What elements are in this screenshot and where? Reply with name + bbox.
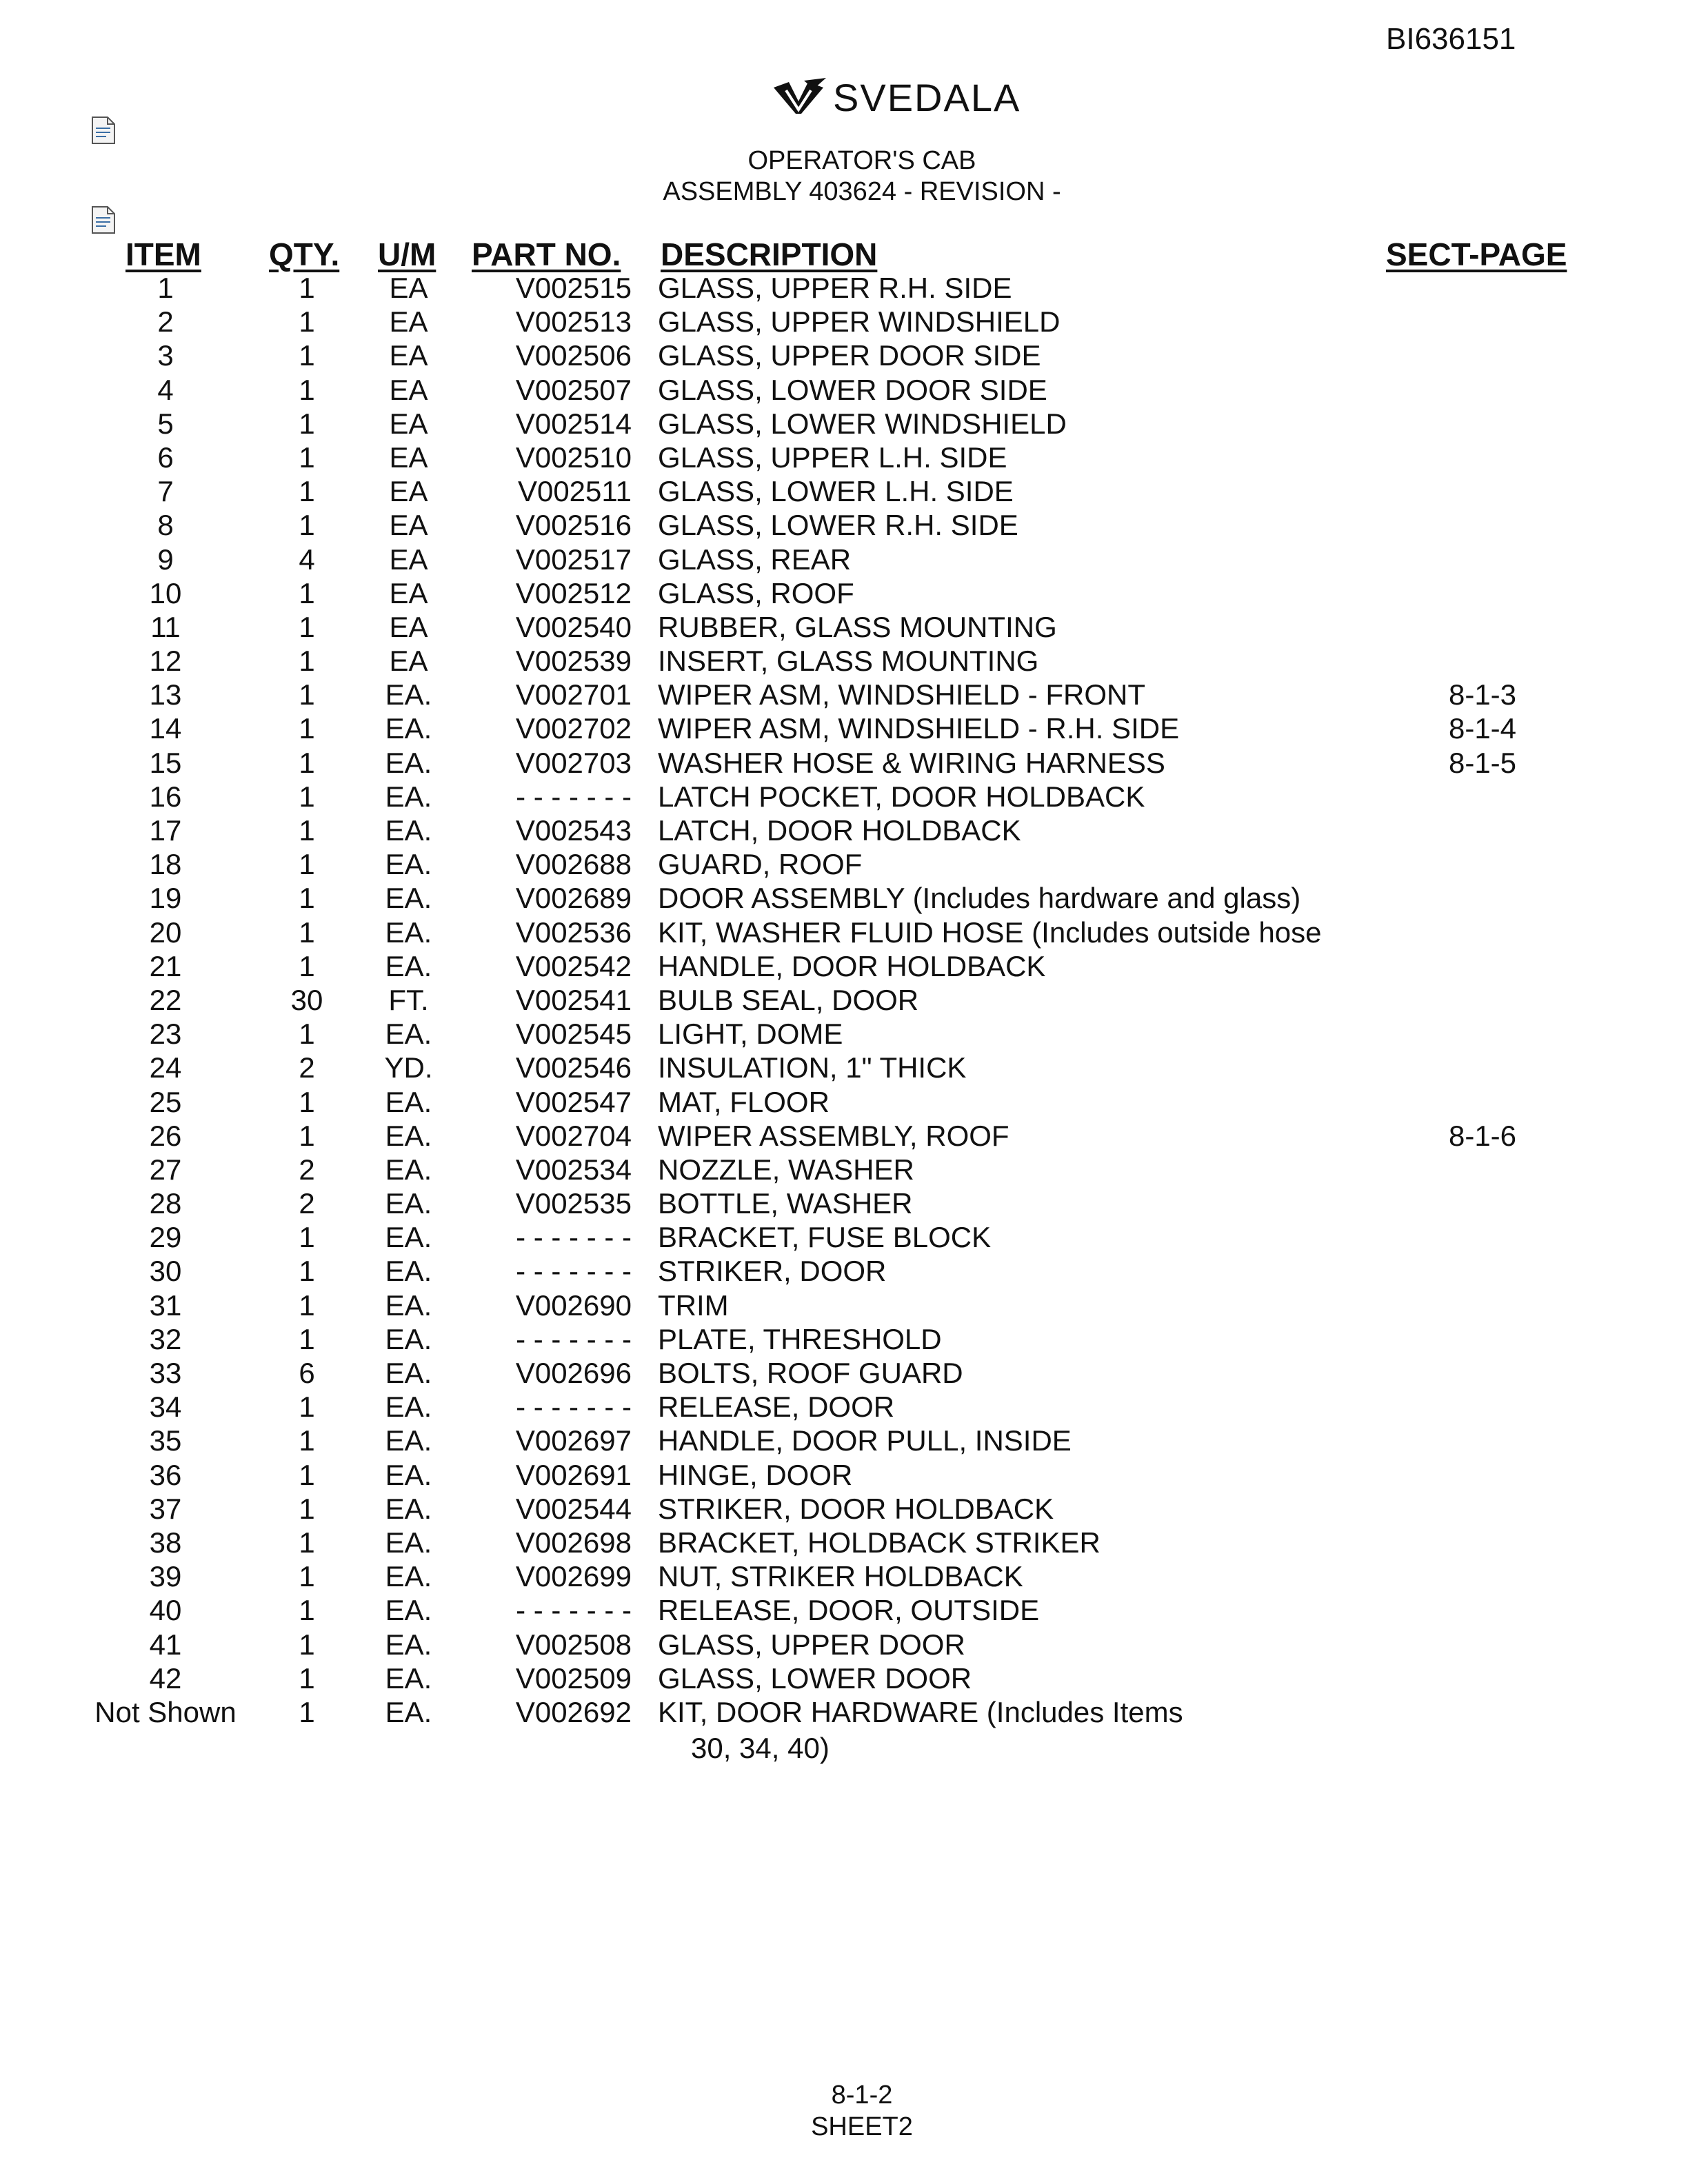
description-cell: PLATE, THRESHOLD [658,1322,942,1355]
table-row [0,1153,1688,1186]
item-cell: 22 [149,983,182,1016]
um-cell: EA. [385,814,432,847]
qty-cell: 1 [299,780,315,813]
qty-cell: 1 [299,746,315,779]
description-cell: GLASS, UPPER R.H. SIDE [658,272,1012,304]
part-number-cell: V002506 [515,339,632,372]
table-row [0,543,1688,576]
description-cell: GLASS, LOWER L.H. SIDE [658,475,1014,508]
item-cell: 4 [157,373,174,406]
part-number-cell: - - - - - - - [516,1391,632,1424]
table-row [0,1593,1688,1627]
part-number-cell: V002690 [515,1288,632,1322]
table-row [0,678,1688,711]
part-number-cell: V002546 [515,1051,632,1084]
um-cell: EA. [385,848,432,881]
table-row [0,508,1688,542]
item-cell: 41 [149,1628,182,1661]
item-cell: 12 [149,645,182,678]
item-cell: 36 [149,1458,182,1491]
description-continuation: 30, 34, 40) [691,1732,830,1764]
table-row [0,1186,1688,1220]
um-cell: EA. [385,1594,432,1627]
um-cell: EA. [385,1526,432,1559]
part-number-cell: V002536 [515,916,632,949]
table-row [0,338,1688,372]
table-row [0,610,1688,644]
sect-page-cell: 8-1-5 [1448,746,1517,779]
description-cell: NUT, STRIKER HOLDBACK [658,1560,1023,1593]
table-row [0,847,1688,881]
description-cell: GLASS, LOWER DOOR [658,1661,972,1695]
item-cell: 31 [149,1288,182,1322]
item-cell: 19 [149,882,182,915]
item-cell: 9 [157,543,174,576]
part-number-cell: V002515 [515,272,632,304]
qty-cell: 1 [299,1085,315,1118]
table-row [0,1559,1688,1593]
part-number-cell: V002697 [515,1424,632,1457]
qty-cell: 1 [299,1322,315,1355]
description-cell: GLASS, UPPER WINDSHIELD [658,305,1061,338]
part-number-cell: V002696 [515,1357,632,1389]
um-cell: EA [389,441,428,474]
table-row [0,949,1688,983]
description-cell: GLASS, REAR [658,543,852,576]
part-number-cell: V002545 [515,1018,632,1051]
header-item: ITEM [125,236,201,272]
um-cell: EA [389,645,428,678]
part-number-cell: V002517 [515,543,632,576]
item-cell: 34 [149,1391,182,1424]
item-cell: 35 [149,1424,182,1457]
qty-cell: 1 [299,407,315,440]
brand-name: SVEDALA [833,75,1021,119]
part-number-cell: V002512 [515,576,632,609]
table-row [0,746,1688,780]
description-cell: GLASS, UPPER DOOR [658,1628,965,1661]
item-cell: 7 [157,475,174,508]
table-row [0,1390,1688,1424]
qty-cell: 1 [299,916,315,949]
qty-cell: 1 [299,475,315,508]
table-row [0,1085,1688,1119]
description-cell: HANDLE, DOOR PULL, INSIDE [658,1424,1072,1457]
um-cell: EA. [385,1288,432,1322]
description-cell: GLASS, ROOF [658,576,854,609]
part-number-cell: V002688 [515,848,632,881]
qty-cell: 1 [299,1526,315,1559]
qty-cell: 1 [299,1594,315,1627]
um-cell: EA. [385,1018,432,1051]
table-row [0,1356,1688,1390]
um-cell: FT. [388,983,429,1016]
part-number-cell: - - - - - - - [516,1221,632,1254]
um-cell: EA. [385,1661,432,1695]
part-number-cell: V002699 [515,1560,632,1593]
item-cell: 27 [149,1153,182,1186]
description-cell: WIPER ASM, WINDSHIELD - FRONT [658,678,1146,711]
qty-cell: 1 [299,949,315,982]
item-cell: 26 [149,1119,182,1152]
item-cell: 33 [149,1357,182,1389]
item-cell: 20 [149,916,182,949]
description-cell: MAT, FLOOR [658,1085,830,1118]
um-cell: EA. [385,949,432,982]
qty-cell: 1 [299,1391,315,1424]
um-cell: EA [389,339,428,372]
item-cell: 40 [149,1594,182,1627]
table-row [0,644,1688,678]
item-cell: 14 [149,712,182,745]
header-sect-page: SECT-PAGE [1386,236,1567,272]
table-row [0,373,1688,407]
part-number-cell: V002534 [515,1153,632,1186]
qty-cell: 1 [299,373,315,406]
part-number-cell: V002542 [515,949,632,982]
qty-cell: 30 [290,983,323,1016]
table-row [0,1628,1688,1661]
description-cell: KIT, DOOR HARDWARE (Includes Items [658,1695,1183,1728]
table-row [0,813,1688,847]
qty-cell: 2 [299,1187,315,1220]
item-cell: 32 [149,1322,182,1355]
item-cell: 30 [149,1255,182,1288]
description-cell: TRIM [658,1288,729,1322]
part-number-cell: V002701 [515,678,632,711]
table-row [0,711,1688,745]
table-row [0,1695,1688,1729]
qty-cell: 1 [299,678,315,711]
description-cell: RELEASE, DOOR [658,1391,895,1424]
um-cell: EA [389,305,428,338]
qty-cell: 1 [299,1560,315,1593]
item-cell: 16 [149,780,182,813]
item-cell: 24 [149,1051,182,1084]
item-cell: 23 [149,1018,182,1051]
um-cell: EA [389,543,428,576]
table-row [0,1220,1688,1254]
table-row [0,1051,1688,1084]
table-row [0,983,1688,1017]
description-cell: BOTTLE, WASHER [658,1187,913,1220]
part-number-cell: - - - - - - - [516,1594,632,1627]
um-cell: EA. [385,1357,432,1389]
table-row [0,1254,1688,1288]
table-row [0,441,1688,474]
part-number-cell: V002703 [515,746,632,779]
item-cell: 1 [157,272,174,304]
table-row [0,1288,1688,1322]
um-cell: EA. [385,678,432,711]
qty-cell: 1 [299,1255,315,1288]
table-row [0,1492,1688,1526]
part-number-cell: V002689 [515,882,632,915]
item-cell: 28 [149,1187,182,1220]
um-cell: EA. [385,882,432,915]
description-cell: GLASS, LOWER WINDSHIELD [658,407,1067,440]
part-number-cell: V002513 [515,305,632,338]
um-cell: EA. [385,780,432,813]
file-icon [91,205,116,234]
description-cell: GLASS, LOWER DOOR SIDE [658,373,1047,406]
qty-cell: 1 [299,1018,315,1051]
um-cell: EA. [385,1255,432,1288]
header-description: DESCRIPTION [661,236,878,272]
description-cell: GLASS, UPPER DOOR SIDE [658,339,1041,372]
um-cell: EA. [385,1492,432,1525]
qty-cell: 1 [299,441,315,474]
table-row [0,474,1688,508]
description-cell: BRACKET, FUSE BLOCK [658,1221,992,1254]
item-cell: 18 [149,848,182,881]
description-cell: WASHER HOSE & WIRING HARNESS [658,746,1165,779]
item-cell: 42 [149,1661,182,1695]
description-cell: RUBBER, GLASS MOUNTING [658,610,1057,643]
table-row [0,780,1688,813]
description-cell: STRIKER, DOOR [658,1255,887,1288]
item-cell: 2 [157,305,174,338]
table-row [0,881,1688,915]
um-cell: EA. [385,1221,432,1254]
description-cell: LATCH POCKET, DOOR HOLDBACK [658,780,1145,813]
description-cell: STRIKER, DOOR HOLDBACK [658,1492,1054,1525]
um-cell: EA. [385,1322,432,1355]
item-cell: 15 [149,746,182,779]
table-row [0,576,1688,610]
um-cell: EA. [385,1153,432,1186]
item-cell: 37 [149,1492,182,1525]
part-number-cell: V002508 [515,1628,632,1661]
page-number: 8-1-2 [831,2081,893,2110]
item-cell: 3 [157,339,174,372]
part-number-cell: V002698 [515,1526,632,1559]
um-cell: EA. [385,746,432,779]
part-number-cell: V002692 [515,1695,632,1728]
description-cell: GUARD, ROOF [658,848,863,881]
part-number-cell: V002507 [515,373,632,406]
qty-cell: 1 [299,712,315,745]
um-cell: EA. [385,1187,432,1220]
svedala-logo-mark-icon [771,78,827,117]
qty-cell: 1 [299,1458,315,1491]
part-number-cell: V002543 [515,814,632,847]
description-cell: BOLTS, ROOF GUARD [658,1357,963,1389]
qty-cell: 1 [299,1119,315,1152]
table-row [0,271,1688,305]
qty-cell: 1 [299,848,315,881]
qty-cell: 1 [299,576,315,609]
part-number-cell: V002514 [515,407,632,440]
description-cell: INSERT, GLASS MOUNTING [658,645,1039,678]
item-cell: 38 [149,1526,182,1559]
sect-page-cell: 8-1-3 [1448,678,1517,711]
qty-cell: 1 [299,1288,315,1322]
part-number-cell: V002702 [515,712,632,745]
document-title: OPERATOR'S CAB [747,146,976,175]
description-cell: GLASS, UPPER L.H. SIDE [658,441,1007,474]
file-icon [91,116,116,145]
header-part-no: PART NO. [472,236,621,272]
sect-page-cell: 8-1-6 [1448,1119,1517,1152]
um-cell: EA. [385,1085,432,1118]
table-row [0,1119,1688,1153]
description-cell: DOOR ASSEMBLY (Includes hardware and glass) [658,882,1301,915]
table-row [0,1661,1688,1695]
um-cell: EA. [385,1458,432,1491]
header-qty: QTY. [269,236,340,272]
part-number-cell: V002535 [515,1187,632,1220]
brand-logo [771,73,1021,121]
part-number-cell: V002540 [515,610,632,643]
item-cell: 13 [149,678,182,711]
item-cell: 21 [149,949,182,982]
part-number-cell: V002704 [515,1119,632,1152]
part-number-cell: V002511 [517,475,632,508]
document-id: BI636151 [1386,22,1516,56]
um-cell: YD. [384,1051,433,1084]
item-cell: 29 [149,1221,182,1254]
table-row [0,407,1688,441]
header-um: U/M [378,236,436,272]
um-cell: EA. [385,1628,432,1661]
description-cell: WIPER ASSEMBLY, ROOF [658,1119,1009,1152]
description-cell: HANDLE, DOOR HOLDBACK [658,949,1046,982]
description-cell: BULB SEAL, DOOR [658,983,919,1016]
um-cell: EA. [385,1119,432,1152]
um-cell: EA [389,576,428,609]
description-cell: LIGHT, DOME [658,1018,843,1051]
qty-cell: 1 [299,882,315,915]
description-cell: BRACKET, HOLDBACK STRIKER [658,1526,1101,1559]
description-cell: WIPER ASM, WINDSHIELD - R.H. SIDE [658,712,1180,745]
qty-cell: 4 [299,543,315,576]
um-cell: EA. [385,1424,432,1457]
um-cell: EA. [385,1560,432,1593]
description-cell: RELEASE, DOOR, OUTSIDE [658,1594,1040,1627]
qty-cell: 2 [299,1153,315,1186]
sect-page-cell: 8-1-4 [1448,712,1517,745]
qty-cell: 1 [299,610,315,643]
um-cell: EA [389,407,428,440]
qty-cell: 1 [299,1221,315,1254]
item-cell: 10 [149,576,182,609]
qty-cell: 6 [299,1357,315,1389]
item-cell: Not Shown [94,1695,237,1728]
um-cell: EA. [385,916,432,949]
qty-cell: 1 [299,1492,315,1525]
description-cell: KIT, WASHER FLUID HOSE (Includes outside hose [658,916,1322,949]
um-cell: EA. [385,1391,432,1424]
qty-cell: 1 [299,509,315,542]
um-cell: EA. [385,1695,432,1728]
description-cell: HINGE, DOOR [658,1458,853,1491]
parts-table [0,271,1688,1729]
part-number-cell: - - - - - - - [516,1255,632,1288]
description-cell: GLASS, LOWER R.H. SIDE [658,509,1018,542]
part-number-cell: V002547 [515,1085,632,1118]
item-cell: 25 [149,1085,182,1118]
item-cell: 5 [157,407,174,440]
table-row [0,1017,1688,1051]
qty-cell: 1 [299,645,315,678]
item-cell: 6 [157,441,174,474]
part-number-cell: V002516 [515,509,632,542]
assembly-title: ASSEMBLY 403624 - REVISION - [663,177,1061,206]
description-cell: LATCH, DOOR HOLDBACK [658,814,1021,847]
um-cell: EA [389,610,428,643]
part-number-cell: V002509 [515,1661,632,1695]
description-cell: NOZZLE, WASHER [658,1153,914,1186]
item-cell: 17 [149,814,182,847]
qty-cell: 1 [299,1661,315,1695]
item-cell: 8 [157,509,174,542]
part-number-cell: V002544 [515,1492,632,1525]
table-row [0,1424,1688,1457]
qty-cell: 2 [299,1051,315,1084]
um-cell: EA [389,475,428,508]
table-row [0,1526,1688,1559]
part-number-cell: V002691 [515,1458,632,1491]
sheet-label: SHEET2 [811,2112,913,2141]
um-cell: EA [389,509,428,542]
table-row [0,305,1688,338]
qty-cell: 1 [299,272,315,304]
part-number-cell: V002541 [515,983,632,1016]
qty-cell: 1 [299,305,315,338]
part-number-cell: - - - - - - - [516,1322,632,1355]
description-cell: INSULATION, 1" THICK [658,1051,967,1084]
part-number-cell: V002510 [515,441,632,474]
qty-cell: 1 [299,814,315,847]
table-row [0,916,1688,949]
um-cell: EA [389,373,428,406]
part-number-cell: V002539 [515,645,632,678]
table-row [0,1322,1688,1356]
table-row [0,1458,1688,1492]
qty-cell: 1 [299,1695,315,1728]
item-cell: 39 [149,1560,182,1593]
qty-cell: 1 [299,339,315,372]
part-number-cell: - - - - - - - [516,780,632,813]
um-cell: EA [389,272,428,304]
um-cell: EA. [385,712,432,745]
qty-cell: 1 [299,1424,315,1457]
item-cell: 11 [150,610,181,643]
qty-cell: 1 [299,1628,315,1661]
